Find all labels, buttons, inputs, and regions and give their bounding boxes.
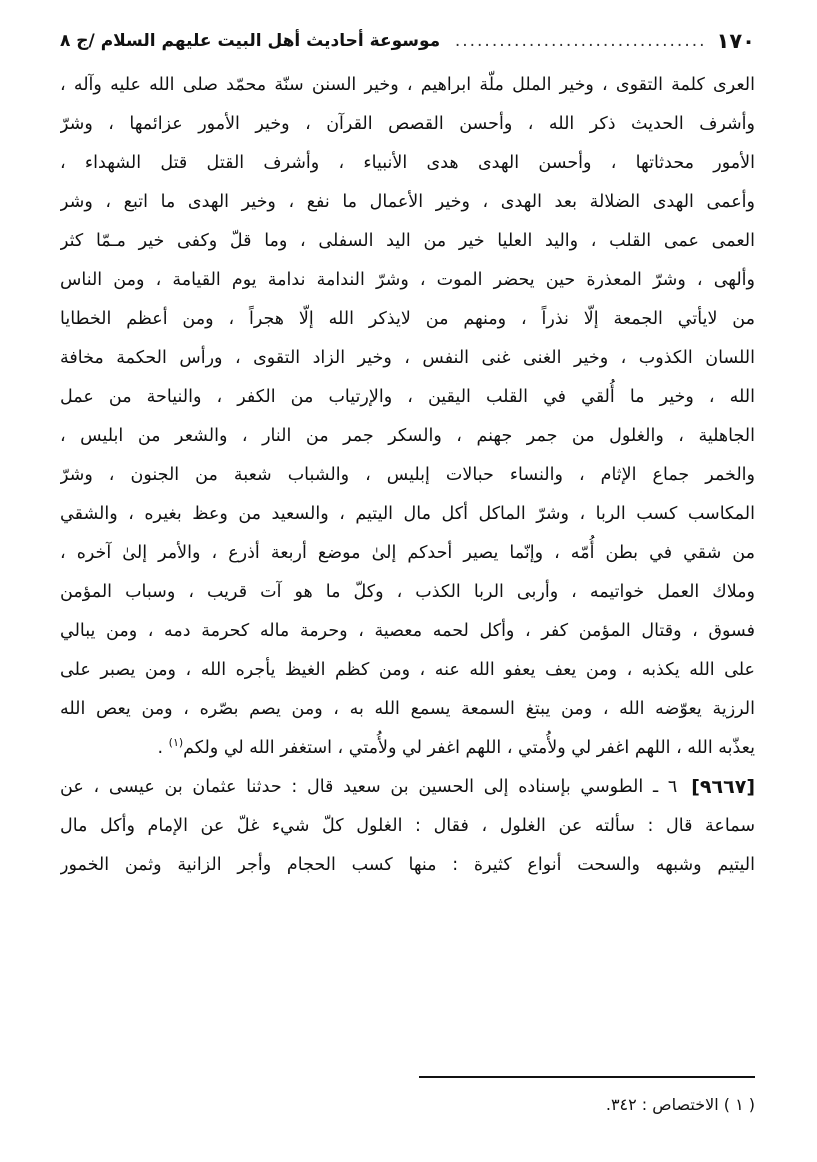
body-line-last [60, 729, 755, 768]
body-line: الأمور محدثاتها ، وأحسن الهدى هدى الأنبياء ، وأشرف القتل قتل الشهداء ، [60, 153, 755, 173]
running-head [60, 22, 755, 56]
body-line: على الله يكذبه ، ومن يعف يعفو الله عنه ، ومن كظم الغيظ يأجره الله ، ومن يصبر على [60, 660, 755, 680]
body-line: وأعمى الهدى الضلالة بعد الهدى ، وخير الأعمال ما نفع ، وخير الهدى ما اتبع ، وشر [60, 192, 755, 212]
body-line: وألهى ، وشرّ المعذرة حين يحضر الموت ، وشرّ الندامة ندامة يوم القيامة ، ومن الناس [60, 270, 755, 290]
hadith-line: سماعة قال : سألته عن الغلول ، فقال : الغلول كلّ شيء غلّ عن الإمام وأكل مال [60, 816, 755, 836]
body-line: الله ، وخير ما أُلقي في القلب اليقين ، والإرتياب من الكفر ، والنياحة من عمل [60, 387, 755, 407]
body-line: الجاهلية ، والغلول من جمر جهنم ، والسكر جمر من النار ، والشعر من ابليس ، [60, 426, 755, 446]
hadith-number: [٩٦٦٧] [691, 776, 755, 798]
body-line: الرزية يعوّضه الله ، ومن يبتغ السمعة يسمع الله به ، ومن يصم بصّره ، ومن يعص الله [60, 699, 755, 719]
body-line: المكاسب كسب الربا ، وشرّ الماكل أكل مال اليتيم ، والسعيد من وعظ بغيره ، والشقي [60, 504, 755, 524]
sentence-end: . [157, 738, 169, 758]
body-line: من شقي في بطن أُمّه ، وإنّما يصير أحدكم إلىٰ موضع أربعة أذرع ، والأمر إلىٰ آخره ، [60, 543, 755, 563]
book-title: موسوعة أحاديث أهل البيت عليهم السلام /ج ٨ [60, 31, 441, 51]
footnote-marker: (١) [168, 736, 184, 750]
body-line: وملاك العمل خواتيمه ، وأربى الربا الكذب ، وكلّ ما هو آت قريب ، وسباب المؤمن [60, 582, 755, 602]
body-line: والخمر جماع الإثام ، والنساء حبالات إبليس ، والشباب شعبة من الجنون ، وشرّ [60, 465, 755, 485]
body-text [60, 66, 755, 885]
hadith-line: اليتيم وشبهه والسحت أنواع كثيرة : منها كسب الحجام وأجر الزانية وثمن الخمور [60, 855, 755, 875]
body-line: فسوق ، وقتال المؤمن كفر ، وأكل لحمه معصية ، وحرمة ماله كحرمة دمه ، ومن يبالي [60, 621, 755, 641]
leader-dots: .................................. [454, 31, 707, 51]
footnote-rule [419, 1076, 755, 1078]
hadith-first-line [60, 768, 755, 807]
body-line: العرى كلمة التقوى ، وخير الملل ملّة ابراهيم ، وخير السنن سنّة محمّد صلى الله عليه وآله ، [60, 75, 755, 95]
body-line-text: يعذّبه الله ، اللهم اغفر لي ولأُمتي ، اللهم اغفر لي ولأُمتي ، استغفر الله لي ولكم [183, 738, 755, 758]
body-line: من لايأتي الجمعة إلّا نذراً ، ومنهم من لايذكر الله إلّا هجراً ، ومن أعظم الخطايا [60, 309, 755, 329]
body-line: وأشرف الحديث ذكر الله ، وأحسن القصص القرآن ، وخير الأمور عزائمها ، وشرّ [60, 114, 755, 134]
page-number: ١٧٠ [716, 29, 755, 53]
footnote: ( ١ ) الاختصاص : ٣٤٢. [605, 1095, 755, 1114]
body-line: اللسان الكذوب ، وخير الغنى غنى النفس ، وخير الزاد التقوى ، ورأس الحكمة مخافة [60, 348, 755, 368]
body-line: العمى عمى القلب ، واليد العليا خير من اليد السفلى ، وما قلّ وكفى خير مـمّا كثر [60, 231, 755, 251]
hadith-first-text: ٦ ـ الطوسي بإسناده إلى الحسين بن سعيد قال : حدثنا عثمان بن عيسى ، عن [60, 777, 678, 797]
